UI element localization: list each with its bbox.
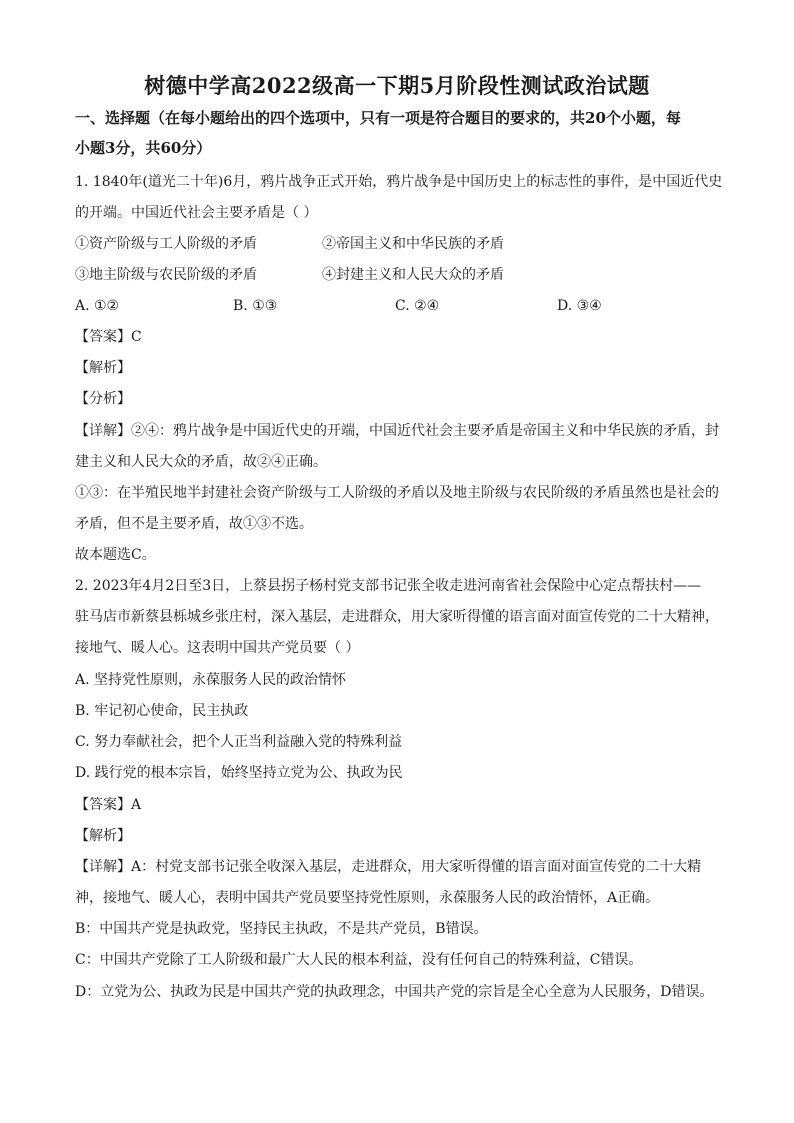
q2-analysis-label: 【解析】 — [75, 828, 131, 844]
q2-stem-line-2: 驻马店市新蔡县栎城乡张庄村，深入基层，走进群众，用大家听得懂的语言面对面宣传党的二十大精神， — [75, 609, 719, 625]
q2-option-d: D. 践行党的根本宗旨，始终坚持立党为公、执政为民 — [75, 765, 403, 781]
q1-detail-line-4: 矛盾，但不是主要矛盾，故①③不选。 — [75, 516, 313, 532]
q1-option-c: C. ②④ — [395, 298, 440, 314]
q2-option-b: B. 牢记初心使命，民主执政 — [75, 703, 249, 719]
q1-item-4: ④封建主义和人民大众的矛盾 — [322, 267, 504, 283]
section-heading-line-2: 小题3分，共60分） — [75, 139, 212, 157]
q2-answer: 【答案】A — [75, 797, 142, 813]
q2-detail-line-3: B：中国共产党是执政党，坚持民主执政，不是共产党员，B错误。 — [75, 921, 488, 937]
q1-stem-line-1: 1. 1840年(道光二十年)6月，鸦片战争正式开始，鸦片战争是中国历史上的标志性的事件，是中国近代史 — [75, 174, 723, 190]
q2-option-a: A. 坚持党性原则，永葆服务人民的政治情怀 — [75, 672, 347, 688]
q1-answer: 【答案】C — [75, 329, 142, 345]
q1-fenxi-label: 【分析】 — [75, 391, 131, 407]
q1-conclusion: 故本题选C。 — [75, 547, 156, 563]
q2-detail-line-4: C：中国共产党除了工人阶级和最广大人民的根本利益，没有任何自己的特殊利益，C错误。 — [75, 952, 643, 968]
q1-analysis-label: 【解析】 — [75, 360, 131, 376]
q1-item-2: ②帝国主义和中华民族的矛盾 — [322, 236, 504, 252]
q1-option-a: A. ①② — [75, 298, 120, 314]
q2-stem-line-1: 2. 2023年4月2日至3日，上蔡县拐子杨村党支部书记张全收走进河南省社会保险中心定点帮扶村—— — [75, 578, 702, 594]
q2-detail-line-1: 【详解】A：村党支部书记张全收深入基层，走进群众，用大家听得懂的语言面对面宣传党的二十大精 — [75, 859, 702, 875]
q1-option-b: B. ①③ — [233, 298, 278, 314]
section-heading-line-1: 一、选择题（在每小题给出的四个选项中，只有一项是符合题目的要求的，共20个小题，每 — [75, 109, 681, 127]
q1-item-1: ①资产阶级与工人阶级的矛盾 — [75, 236, 257, 252]
q1-option-d: D. ③④ — [557, 298, 602, 314]
q1-detail-line-2: 建主义和人民大众的矛盾，故②④正确。 — [75, 454, 327, 470]
q2-detail-line-2: 神，接地气、暖人心，表明中国共产党员要坚持党性原则，永葆服务人民的政治情怀，A正确。 — [75, 890, 660, 906]
q2-option-c: C. 努力奉献社会，把个人正当利益融入党的特殊利益 — [75, 734, 403, 750]
q1-detail-line-1: 【详解】②④：鸦片战争是中国近代史的开端，中国近代社会主要矛盾是帝国主义和中华民族的矛盾，封 — [75, 423, 719, 439]
q1-stem-line-2: 的开端。中国近代社会主要矛盾是（ ） — [75, 205, 318, 221]
q1-item-3: ③地主阶级与农民阶级的矛盾 — [75, 267, 257, 283]
q1-detail-line-3: ①③：在半殖民地半封建社会资产阶级与工人阶级的矛盾以及地主阶级与农民阶级的矛盾虽然也是社会的 — [75, 485, 719, 501]
page-title: 树德中学高2022级高一下期5月阶段性测试政治试题 — [144, 73, 650, 98]
q2-detail-line-5: D：立党为公、执政为民是中国共产党的执政理念，中国共产党的宗旨是全心全意为人民服务，D错误。 — [75, 984, 714, 1000]
q2-stem-line-3: 接地气、暖人心。这表明中国共产党员要（ ） — [75, 640, 360, 656]
